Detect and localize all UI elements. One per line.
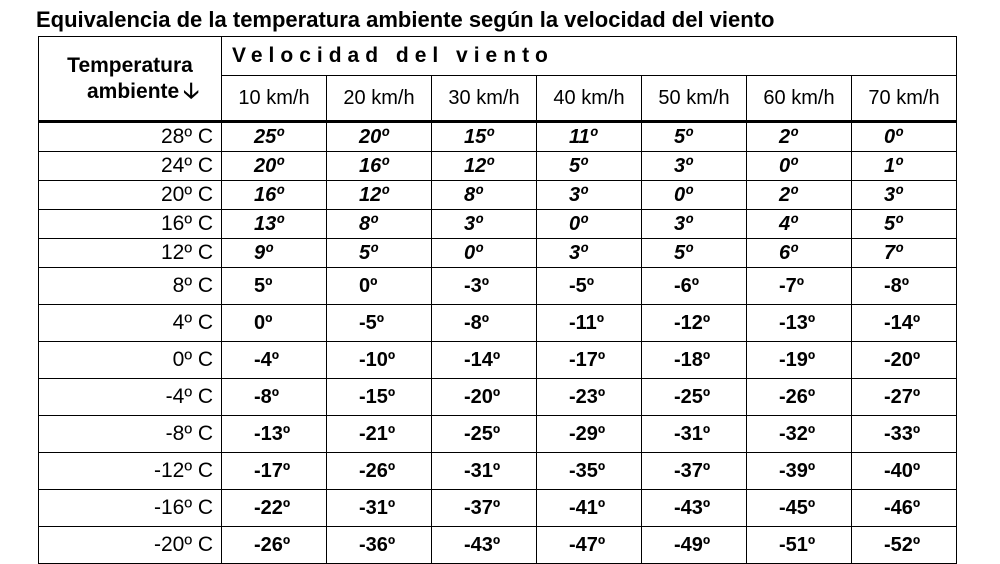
equivalent-temp-cell: -31º	[642, 416, 747, 453]
ambient-temp-cell: -12º C	[39, 453, 222, 490]
equivalent-temp-cell: -7º	[747, 268, 852, 305]
table-row	[39, 416, 957, 453]
wind-chill-table	[38, 36, 957, 564]
equivalent-temp-cell: 11º	[537, 122, 642, 152]
equivalent-temp-cell: -17º	[222, 453, 327, 490]
equivalent-temp-cell: -8º	[852, 268, 957, 305]
table-row	[39, 342, 957, 379]
row-label-line1: Temperatura	[67, 54, 193, 77]
equivalent-temp-cell: -13º	[747, 305, 852, 342]
equivalent-temp-cell: 0º	[747, 152, 852, 181]
table-row	[39, 122, 957, 152]
speed-header-cell: 70 km/h	[852, 76, 957, 122]
equivalent-temp-cell: -46º	[852, 490, 957, 527]
equivalent-temp-cell: 0º	[222, 305, 327, 342]
equivalent-temp-cell: -19º	[747, 342, 852, 379]
equivalent-temp-cell: -12º	[642, 305, 747, 342]
equivalent-temp-cell: 5º	[642, 122, 747, 152]
equivalent-temp-cell: -37º	[642, 453, 747, 490]
equivalent-temp-cell: 16º	[222, 181, 327, 210]
equivalent-temp-cell: 8º	[432, 181, 537, 210]
equivalent-temp-cell: 5º	[222, 268, 327, 305]
equivalent-temp-cell: 8º	[327, 210, 432, 239]
equivalent-temp-cell: -26º	[327, 453, 432, 490]
equivalent-temp-cell: 7º	[852, 239, 957, 268]
equivalent-temp-cell: -8º	[432, 305, 537, 342]
equivalent-temp-cell: -26º	[222, 527, 327, 564]
equivalent-temp-cell: 5º	[642, 239, 747, 268]
equivalent-temp-cell: -8º	[222, 379, 327, 416]
equivalent-temp-cell: 20º	[222, 152, 327, 181]
equivalent-temp-cell: -20º	[432, 379, 537, 416]
equivalent-temp-cell: 3º	[642, 210, 747, 239]
ambient-temp-cell: 28º C	[39, 122, 222, 152]
ambient-temp-cell: -20º C	[39, 527, 222, 564]
equivalent-temp-cell: 5º	[537, 152, 642, 181]
ambient-temp-cell: 12º C	[39, 239, 222, 268]
equivalent-temp-cell: 3º	[432, 210, 537, 239]
equivalent-temp-cell: -26º	[747, 379, 852, 416]
table-row	[39, 379, 957, 416]
equivalent-temp-cell: -20º	[852, 342, 957, 379]
ambient-temp-cell: -16º C	[39, 490, 222, 527]
equivalent-temp-cell: -5º	[537, 268, 642, 305]
equivalent-temp-cell: -33º	[852, 416, 957, 453]
equivalent-temp-cell: -6º	[642, 268, 747, 305]
equivalent-temp-cell: -39º	[747, 453, 852, 490]
equivalent-temp-cell: -47º	[537, 527, 642, 564]
equivalent-temp-cell: 9º	[222, 239, 327, 268]
equivalent-temp-cell: -40º	[852, 453, 957, 490]
table-row	[39, 490, 957, 527]
equivalent-temp-cell: -41º	[537, 490, 642, 527]
speed-header-cell: 10 km/h	[222, 76, 327, 122]
equivalent-temp-cell: -43º	[432, 527, 537, 564]
speed-header-cell: 30 km/h	[432, 76, 537, 122]
equivalent-temp-cell: 20º	[327, 122, 432, 152]
equivalent-temp-cell: -25º	[432, 416, 537, 453]
equivalent-temp-cell: 12º	[432, 152, 537, 181]
table-row	[39, 453, 957, 490]
ambient-temp-cell: -8º C	[39, 416, 222, 453]
equivalent-temp-cell: -35º	[537, 453, 642, 490]
table-row	[39, 181, 957, 210]
equivalent-temp-cell: 3º	[852, 181, 957, 210]
equivalent-temp-cell: -36º	[327, 527, 432, 564]
equivalent-temp-cell: -31º	[432, 453, 537, 490]
table-row	[39, 527, 957, 564]
equivalent-temp-cell: 1º	[852, 152, 957, 181]
equivalent-temp-cell: 3º	[642, 152, 747, 181]
speed-header-cell: 60 km/h	[747, 76, 852, 122]
speed-header-cell: 50 km/h	[642, 76, 747, 122]
ambient-temp-cell: -4º C	[39, 379, 222, 416]
page-title: Equivalencia de la temperatura ambiente según la velocidad del viento	[36, 7, 775, 32]
equivalent-temp-cell: 15º	[432, 122, 537, 152]
speed-header-cell: 20 km/h	[327, 76, 432, 122]
equivalent-temp-cell: 3º	[537, 239, 642, 268]
row-label-line2: ambiente	[87, 80, 180, 103]
equivalent-temp-cell: 0º	[327, 268, 432, 305]
equivalent-temp-cell: 13º	[222, 210, 327, 239]
equivalent-temp-cell: 0º	[642, 181, 747, 210]
equivalent-temp-cell: 2º	[747, 181, 852, 210]
row-label-header	[39, 37, 222, 122]
table-row	[39, 239, 957, 268]
equivalent-temp-cell: 25º	[222, 122, 327, 152]
equivalent-temp-cell: -3º	[432, 268, 537, 305]
equivalent-temp-cell: 5º	[852, 210, 957, 239]
equivalent-temp-cell: -18º	[642, 342, 747, 379]
equivalent-temp-cell: -29º	[537, 416, 642, 453]
equivalent-temp-cell: 0º	[432, 239, 537, 268]
equivalent-temp-cell: -21º	[327, 416, 432, 453]
equivalent-temp-cell: -10º	[327, 342, 432, 379]
equivalent-temp-cell: 5º	[327, 239, 432, 268]
equivalent-temp-cell: 16º	[327, 152, 432, 181]
equivalent-temp-cell: -15º	[327, 379, 432, 416]
equivalent-temp-cell: -52º	[852, 527, 957, 564]
equivalent-temp-cell: -11º	[537, 305, 642, 342]
table-row	[39, 210, 957, 239]
equivalent-temp-cell: -17º	[537, 342, 642, 379]
equivalent-temp-cell: -25º	[642, 379, 747, 416]
equivalent-temp-cell: -45º	[747, 490, 852, 527]
equivalent-temp-cell: 6º	[747, 239, 852, 268]
equivalent-temp-cell: -32º	[747, 416, 852, 453]
equivalent-temp-cell: 2º	[747, 122, 852, 152]
equivalent-temp-cell: -13º	[222, 416, 327, 453]
ambient-temp-cell: 20º C	[39, 181, 222, 210]
ambient-temp-cell: 8º C	[39, 268, 222, 305]
equivalent-temp-cell: 12º	[327, 181, 432, 210]
table-row	[39, 305, 957, 342]
ambient-temp-cell: 0º C	[39, 342, 222, 379]
equivalent-temp-cell: -14º	[432, 342, 537, 379]
equivalent-temp-cell: -23º	[537, 379, 642, 416]
ambient-temp-cell: 16º C	[39, 210, 222, 239]
equivalent-temp-cell: -51º	[747, 527, 852, 564]
equivalent-temp-cell: 0º	[537, 210, 642, 239]
table-row	[39, 152, 957, 181]
equivalent-temp-cell: 0º	[852, 122, 957, 152]
ambient-temp-cell: 4º C	[39, 305, 222, 342]
speed-header-cell: 40 km/h	[537, 76, 642, 122]
equivalent-temp-cell: -37º	[432, 490, 537, 527]
equivalent-temp-cell: 3º	[537, 181, 642, 210]
equivalent-temp-cell: -14º	[852, 305, 957, 342]
ambient-temp-cell: 24º C	[39, 152, 222, 181]
equivalent-temp-cell: -49º	[642, 527, 747, 564]
equivalent-temp-cell: -31º	[327, 490, 432, 527]
equivalent-temp-cell: -27º	[852, 379, 957, 416]
equivalent-temp-cell: -43º	[642, 490, 747, 527]
equivalent-temp-cell: -5º	[327, 305, 432, 342]
table-row	[39, 268, 957, 305]
header-row-wind	[39, 37, 957, 76]
equivalent-temp-cell: -4º	[222, 342, 327, 379]
equivalent-temp-cell: -22º	[222, 490, 327, 527]
wind-speed-header: Velocidad del viento	[222, 37, 957, 76]
arrow-down-icon: 🡣	[183, 78, 199, 103]
equivalent-temp-cell: 4º	[747, 210, 852, 239]
